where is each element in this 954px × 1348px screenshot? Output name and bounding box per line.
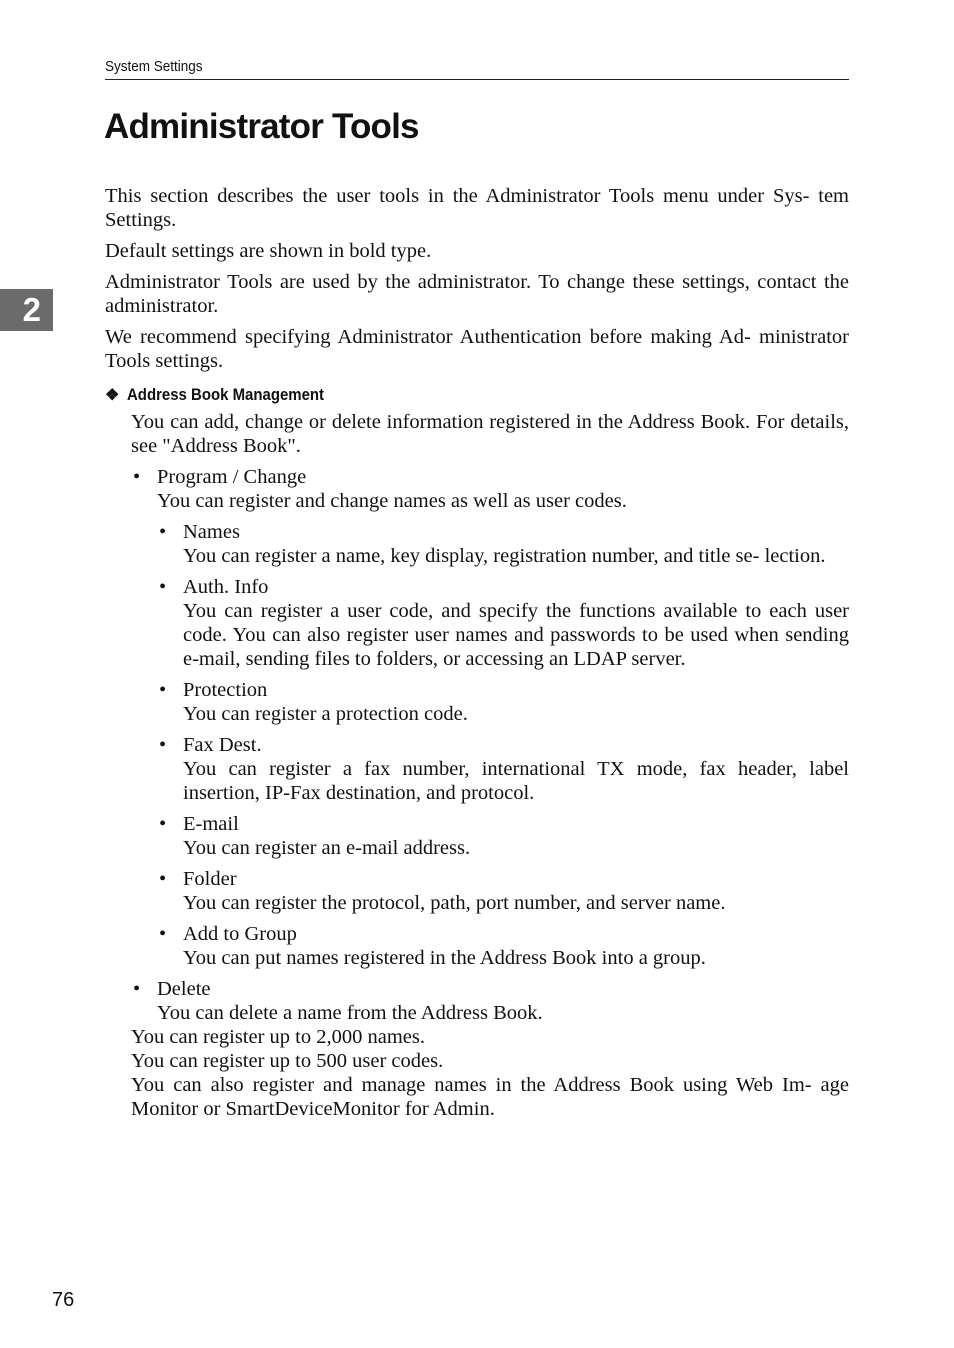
sub-item-label: Add to Group bbox=[183, 923, 297, 945]
sub-list-item bbox=[157, 520, 849, 568]
sub-list-item bbox=[157, 575, 849, 671]
sub-item-label: Protection bbox=[183, 679, 268, 701]
sub-item-label: Fax Dest. bbox=[183, 734, 262, 756]
note-text: You can register up to 2,000 names. bbox=[131, 1026, 425, 1048]
sub-item-label: Folder bbox=[183, 868, 237, 890]
sub-item-text: You can register a user code, and specify the functions available to each user code. You can also register user names and passwords to be used when sending e-mail, sending files to folders, or accessing an LDAP server. bbox=[183, 600, 849, 670]
sub-item-text: You can register the protocol, path, port number, and server name. bbox=[183, 892, 726, 914]
bullet-icon: • bbox=[159, 868, 167, 890]
diamond-bullet-icon: ❖ bbox=[105, 387, 120, 404]
sub-item-label: Names bbox=[183, 521, 240, 543]
section-content bbox=[131, 410, 849, 1121]
note-text: You can also register and manage names in the Address Book using Web Im- age Monitor or SmartDeviceMonitor for Admin. bbox=[131, 1074, 849, 1120]
chapter-tab: 2 bbox=[0, 289, 53, 331]
bullet-icon: • bbox=[159, 679, 167, 701]
bullet-icon: • bbox=[159, 521, 167, 543]
intro-paragraph: This section describes the user tools in the Administrator Tools menu under Sys- tem Settings. bbox=[105, 185, 849, 231]
page-number: 76 bbox=[52, 1289, 75, 1311]
bullet-icon: • bbox=[159, 734, 167, 756]
list-item-label: Program / Change bbox=[157, 466, 307, 488]
bullet-icon: • bbox=[159, 576, 167, 598]
sub-list-item bbox=[157, 678, 849, 726]
sub-item-text: You can register an e-mail address. bbox=[183, 837, 471, 859]
page-title: Administrator Tools bbox=[104, 107, 419, 146]
note-text: You can register up to 500 user codes. bbox=[131, 1050, 444, 1072]
sub-list-item bbox=[157, 733, 849, 805]
section-description: You can add, change or delete information registered in the Address Book. For details, see "Address Book". bbox=[131, 411, 849, 457]
bullet-icon: • bbox=[133, 466, 141, 488]
page-body bbox=[105, 184, 849, 1121]
list-item bbox=[131, 465, 849, 970]
list-item-text: You can register and change names as well as user codes. bbox=[157, 490, 627, 512]
running-header-title: System Settings bbox=[105, 58, 203, 75]
sub-item-text: You can put names registered in the Address Book into a group. bbox=[183, 947, 706, 969]
bullet-icon: • bbox=[159, 923, 167, 945]
list-item-label: Delete bbox=[157, 978, 211, 1000]
section-heading bbox=[105, 383, 849, 408]
sub-item-text: You can register a fax number, international TX mode, fax header, label insertion, IP-Fax destination, and protocol. bbox=[183, 758, 849, 804]
list-item bbox=[131, 977, 849, 1025]
sub-list-item bbox=[157, 867, 849, 915]
bullet-list bbox=[131, 465, 849, 1025]
bullet-icon: • bbox=[133, 978, 141, 1000]
sub-item-text: You can register a name, key display, registration number, and title se- lection. bbox=[183, 545, 826, 567]
sub-item-label: E-mail bbox=[183, 813, 239, 835]
sub-item-label: Auth. Info bbox=[183, 576, 269, 598]
intro-paragraph: Administrator Tools are used by the administrator. To change these settings, contact the administrator. bbox=[105, 271, 849, 317]
sub-item-text: You can register a protection code. bbox=[183, 703, 468, 725]
section-heading-label: Address Book Management bbox=[127, 385, 325, 404]
intro-paragraph: Default settings are shown in bold type. bbox=[105, 240, 432, 262]
intro-paragraph: We recommend specifying Administrator Authentication before making Ad- ministrator Tools settings. bbox=[105, 326, 849, 372]
sub-list-item bbox=[157, 922, 849, 970]
sub-list-item bbox=[157, 812, 849, 860]
sub-list bbox=[157, 520, 849, 970]
list-item-text: You can delete a name from the Address Book. bbox=[157, 1002, 543, 1024]
bullet-icon: • bbox=[159, 813, 167, 835]
running-header bbox=[105, 57, 849, 80]
